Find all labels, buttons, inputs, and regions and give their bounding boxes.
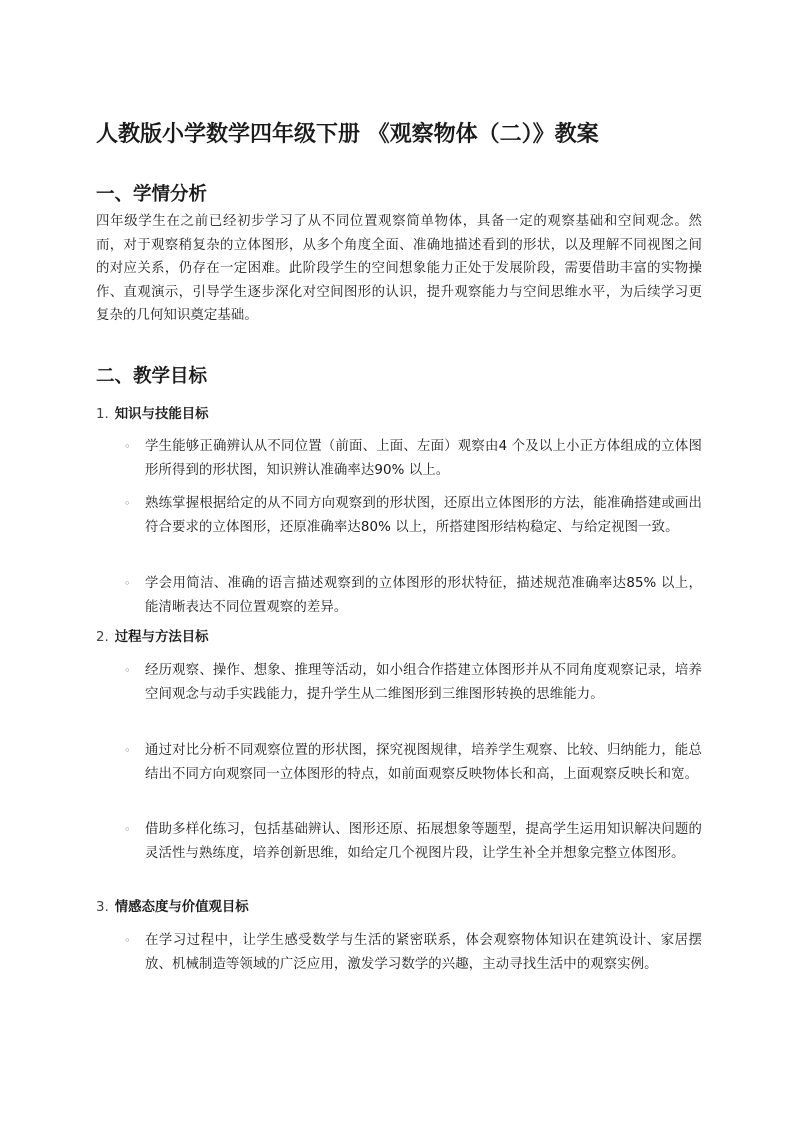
section-heading-teaching-goals: 二、教学目标: [96, 366, 208, 387]
section-heading-learning-analysis: 一、学情分析: [96, 184, 208, 205]
list-item-text: 学生能够正确辨认从不同位置（前面、上面、左面）观察由4 个及以上小正方体组成的立体图形所得到的形状图，知识辨认准确率达90% 以上。: [145, 439, 702, 478]
list-item-text: 学会用简洁、准确的语言描述观察到的立体图形的形状特征，描述规范准确率达85% 以上，能清晰表达不同位置观察的差异。: [145, 576, 702, 615]
subsection-label: 知识与技能目标: [114, 407, 209, 422]
bullet-circle-icon: ◦: [124, 664, 131, 677]
subsection-number: 1.: [96, 407, 109, 422]
list-item-text: 通过对比分析不同观察位置的形状图，探究视图规律，培养学生观察、比较、归纳能力，能总结出不同方向观察同一立体图形的特点，如前面观察反映物体长和高，上面观察反映长和宽。: [145, 743, 702, 782]
subsection-emotion-values: [96, 897, 249, 919]
bullet-circle-icon: ◦: [124, 934, 131, 947]
bullet-circle-icon: ◦: [124, 440, 131, 453]
subsection-knowledge-skills: [96, 404, 209, 426]
list-item-text: 在学习过程中，让学生感受数学与生活的紧密联系，体会观察物体知识在建筑设计、家居摆放、机械制造等领域的广泛应用，激发学习数学的兴趣，主动寻找生活中的观察实例。: [145, 933, 702, 972]
bullet-circle-icon: ◦: [124, 577, 131, 590]
list-item-text: 借助多样化练习，包括基础辨认、图形还原、拓展想象等题型，提高学生运用知识解决问题的灵活性与熟练度，培养创新思维，如给定几个视图片段，让学生补全并想象完整立体图形。: [145, 822, 702, 861]
bullet-circle-icon: ◦: [124, 744, 131, 757]
bullet-circle-icon: ◦: [124, 497, 131, 510]
list-item-text: 经历观察、操作、想象、推理等活动，如小组合作搭建立体图形并从不同角度观察记录，培养空间观念与动手实践能力，提升学生从二维图形到三维图形转换的思维能力。: [145, 663, 702, 702]
learning-analysis-paragraph: 四年级学生在之前已经初步学习了从不同位置观察简单物体，具备一定的观察基础和空间观念。然而，对于观察稍复杂的立体图形，从多个角度全面、准确地描述看到的形状，以及理解不同视图之间的对应关系，仍存在一定困难。此阶段学生的空间想象能力正处于发展阶段，需要借助丰富的实物操作、直观演示，引导学生逐步深化对空间图形的认识，提升观察能力与空间思维水平，为后续学习更复杂的几何知识奠定基础。: [96, 214, 702, 323]
list-item-text: 熟练掌握根据给定的从不同方向观察到的形状图，还原出立体图形的方法，能准确搭建或画出符合要求的立体图形，还原准确率达80% 以上，所搭建图形结构稳定、与给定视图一致。: [145, 496, 702, 535]
subsection-number: 2.: [96, 630, 109, 645]
subsection-process-methods: [96, 627, 209, 649]
bullet-circle-icon: ◦: [124, 823, 131, 836]
subsection-label: 情感态度与价值观目标: [114, 900, 249, 915]
subsection-label: 过程与方法目标: [114, 630, 209, 645]
document-title: 人教版小学数学四年级下册 《观察物体（二）》教案: [96, 122, 599, 147]
subsection-number: 3.: [96, 900, 109, 915]
